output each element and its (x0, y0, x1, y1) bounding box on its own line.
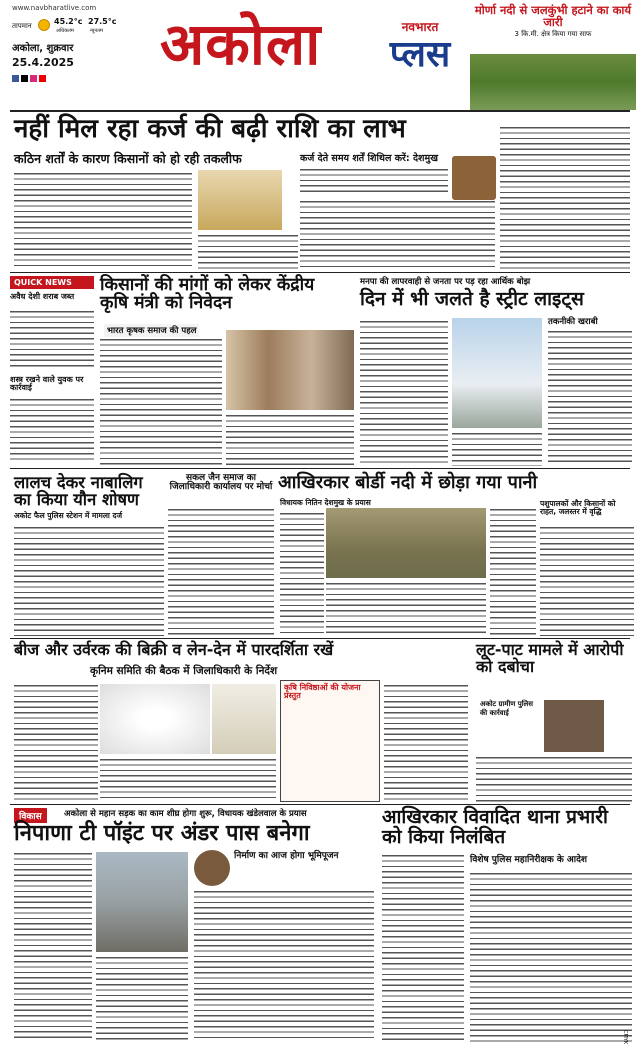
lead-sub-left: कठिन शर्तों के कारण किसानों को हो रही तकलीफ (14, 151, 242, 166)
accused-photo (544, 700, 604, 752)
bags-photo (212, 684, 276, 754)
river-photo (470, 54, 636, 110)
road-kicker-text: अकोला से महान सड़क का काम शीघ्र होगा शुरू, विधायक खंडेलवाल के प्रयास (64, 809, 307, 819)
seeds-sidebar (280, 680, 380, 802)
streetlight-photo (452, 318, 542, 428)
road-photo (96, 852, 188, 952)
brand-top: नवभारत (401, 20, 439, 34)
paper-name: अकोला (160, 10, 322, 78)
abuse-sub: अकोट फैल पुलिस स्टेशन में मामला दर्ज (14, 511, 123, 520)
top-right-story[interactable] (470, 4, 636, 108)
robbery-sub: अकोट ग्रामीण पुलिस की कार्रवाई (480, 700, 534, 717)
x-icon[interactable] (21, 75, 28, 82)
streetlights-kicker: मनपा की लापरवाही से जनता पर पड़ रहा आर्थिक बोझ (360, 277, 531, 287)
bhoomi-headline: निर्माण का आज होगा भूमिपूजन (234, 851, 339, 861)
top-right-subhead: 3 कि.मी. क्षेत्र किया गया साफ (514, 30, 592, 39)
social-icons[interactable] (12, 75, 46, 82)
youtube-icon[interactable] (39, 75, 46, 82)
streetlights-headline[interactable]: दिन में भी जलते है स्ट्रीट लाइट्स (360, 288, 584, 310)
seeds-sub: कृनिम समिति की बैठक में जिलाधिकारी के निर्देश (90, 665, 278, 677)
river-dry-photo (326, 508, 486, 578)
cattle-headline: पशुपालकों और किसानों को राहत, जलस्तर में वृद्धि (540, 499, 616, 516)
temp-min-label: न्यूनतम (90, 28, 103, 34)
weather-label: तापमान (12, 22, 32, 30)
brand-bottom: प्लस (389, 34, 451, 75)
temp-max: 45.2°c (54, 17, 83, 26)
deshmukh-photo (452, 156, 496, 200)
dateline-city: अकोला, शुक्रवार (12, 43, 74, 54)
seeds-sidebar-title: कृषि निविष्ठाओं की योजना प्रस्तुत (284, 683, 361, 701)
brand-block (378, 18, 462, 88)
temp-min: 27.5°c (88, 17, 117, 26)
facebook-icon[interactable] (12, 75, 19, 82)
coins-photo (198, 170, 282, 230)
fertilizer-photo (100, 684, 210, 754)
temp-max-label: अधिकतम (56, 28, 74, 34)
quick-news-item-2[interactable]: शस्त्र रखने वाले युवक पर कार्रवाई (10, 375, 84, 393)
meeting-photo (226, 330, 354, 410)
streetlights-side-head: तकनीकी खराबी (548, 317, 598, 327)
abuse-headline[interactable]: लालच देकर नाबालिग का किया यौन शोषण (14, 473, 143, 510)
seeds-headline[interactable]: बीज और उर्वरक की बिक्री व लेन-देन में पारदर्शिता रखें (14, 640, 334, 659)
sun-icon (38, 19, 50, 31)
lead-headline[interactable]: नहीं मिल रहा कर्ज की बढ़ी राशि का लाभ (14, 114, 406, 144)
bore-headline[interactable]: आखिरकार बोर्डी नदी में छोड़ा गया पानी (278, 472, 538, 493)
footer-note: CMYK (622, 1030, 628, 1045)
bore-sub: विधायक नितिन देशमुख के प्रयास (280, 498, 371, 507)
top-right-headline: मोर्णा नदी से जलकुंभी हटाने का कार्य जारी (474, 3, 632, 30)
mla-photo (194, 850, 230, 886)
jain-headline[interactable]: सकल जैन समाज का जिलाधिकारी कार्यालय पर मोर्चा (169, 473, 273, 493)
farmers-headline[interactable]: किसानों की मांगों को लेकर केंद्रीय कृषि मंत्री को निवेदन (100, 275, 315, 314)
quick-news (10, 276, 94, 466)
dateline-date: 25.4.2025 (12, 56, 74, 69)
farmers-sub: भारत कृषक समाज की पहल (104, 324, 199, 337)
instagram-icon[interactable] (30, 75, 37, 82)
quick-news-label: QUICK NEWS (10, 276, 94, 289)
quick-news-item-1[interactable]: अवैध देशी शराब जब्त (10, 292, 75, 301)
suspend-sub: विशेष पुलिस महानिरीक्षक के आदेश (470, 855, 588, 865)
road-headline[interactable]: निपाणा टी पॉइंट पर अंडर पास बनेगा (14, 821, 310, 846)
road-kicker: विकास (14, 808, 47, 823)
website-url[interactable]: www.navbharatlive.com (12, 4, 97, 12)
suspend-headline[interactable]: आखिरकार विवादित थाना प्रभारी को किया निलंबित (382, 806, 608, 848)
robbery-headline[interactable]: लूट-पाट मामले में आरोपी को दबोचा (476, 640, 624, 676)
lead-sub-right: कर्ज देते समय शर्तें शिथिल करें: देशमुख (300, 153, 438, 164)
